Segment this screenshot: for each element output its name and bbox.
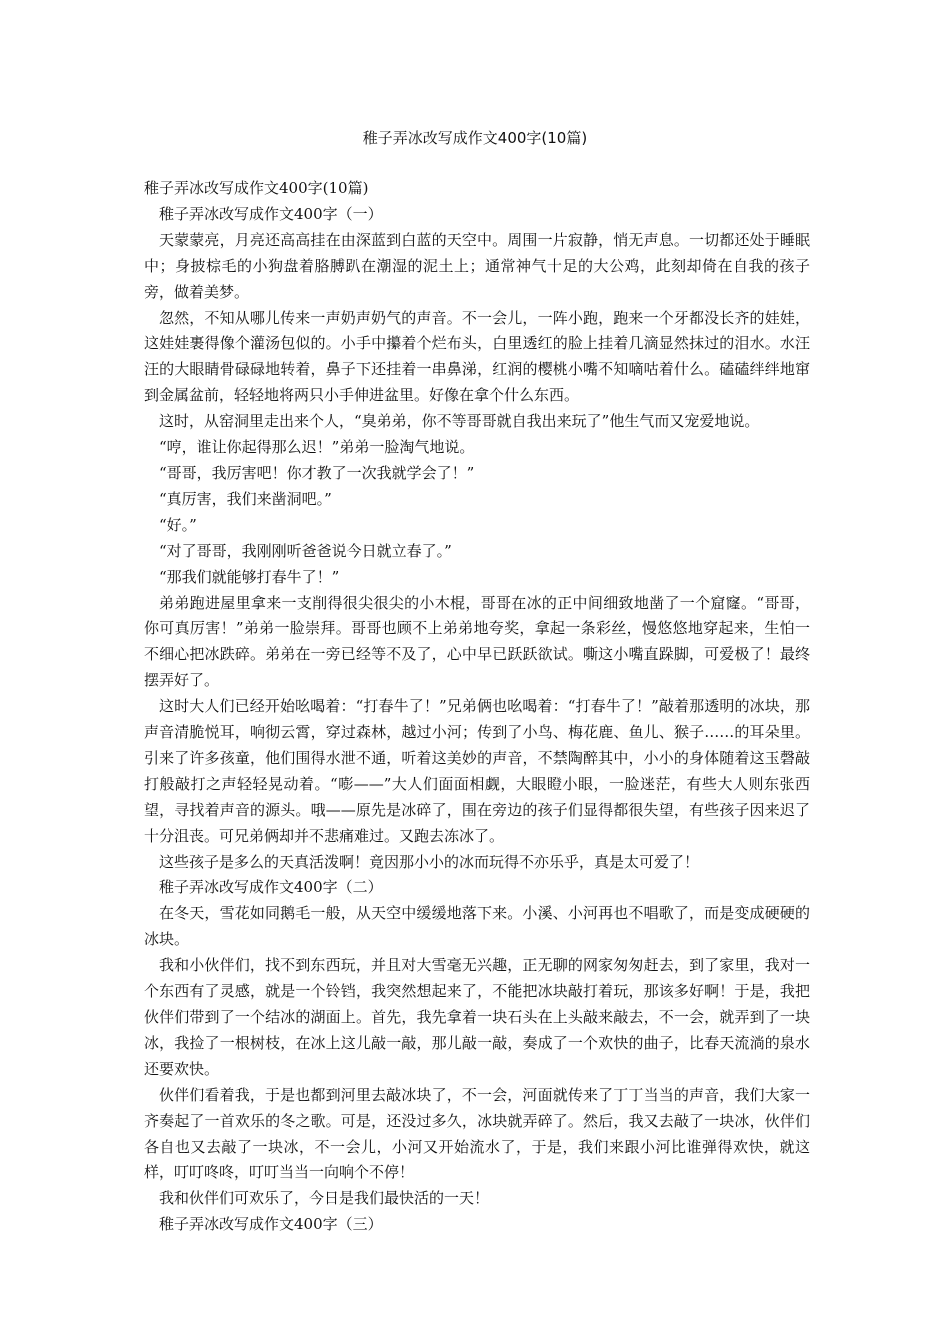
paragraph: “哥哥，我厉害吧！你才教了一次我就学会了！” xyxy=(159,463,475,482)
paragraph: 稚子弄冰改写成作文400字（三） xyxy=(159,1215,383,1234)
paragraph: 忽然，不知从哪儿传来一声奶声奶气的声音。不一会儿，一阵小跑，跑来一个牙都没长齐的娃娃，这娃娃裹得像个灌汤包似的。小手中攥着个烂布头，白里透红的脸上挂着几滴显然抹过的泪水。水汪汪的大眼睛骨碌碌地转着，鼻子下还挂着一串鼻涕，红润的樱桃小嘴不知嘀咕着什么。磕磕绊绊地窜到金属盆前，轻轻地将两只小手伸进盆里。好像在拿个什么东西。 xyxy=(144,308,810,405)
paragraph: 我和伙伴们可欢乐了，今日是我们最快活的一天！ xyxy=(159,1189,490,1208)
paragraph: “哼，谁让你起得那么迟！”弟弟一脸淘气地说。 xyxy=(159,438,475,457)
paragraph: 稚子弄冰改写成作文400字（一） xyxy=(159,204,383,223)
paragraph: “好。” xyxy=(159,515,197,534)
paragraph: 这时大人们已经开始吆喝着：“打春牛了！”兄弟俩也吆喝着：“打春牛了！”敲着那透明的冰块，那声音清脆悦耳，响彻云霄，穿过森林，越过小河；传到了小鸟、梅花鹿、鱼儿、猴子……的耳朵里。引来了许多孩童，他们围得水泄不通，听着这美妙的声音，不禁陶醉其中，小小的身体随着这玉磬敲打般敲打之声轻轻晃动着。“嘭——”大人们面面相觑，大眼瞪小眼，一脸迷茫，有些大人则东张西望，寻找着声音的源头。哦——原先是冰碎了，围在旁边的孩子们显得都很失望，有些孩子因来迟了十分沮丧。可兄弟俩却并不悲痛难过。又跑去冻冰了。 xyxy=(144,697,810,845)
document-title: 稚子弄冰改写成作文400字(10篇) xyxy=(362,129,588,147)
paragraph: 伙伴们看着我，于是也都到河里去敲冰块了，不一会，河面就传来了丁丁当当的声音，我们大家一齐奏起了一首欢乐的冬之歌。可是，还没过多久，冰块就弄碎了。然后，我又去敲了一块冰，伙伴们各自也又去敲了一块冰，不一会儿，小河又开始流水了，于是，我们来跟小河比谁弹得欢快，就这样，叮叮咚咚，叮叮当当一向响个不停！ xyxy=(144,1085,810,1182)
document-heading-line: 稚子弄冰改写成作文400字(10篇) xyxy=(144,179,369,197)
paragraph: 稚子弄冰改写成作文400字（二） xyxy=(159,878,383,897)
paragraph: 这些孩子是多么的天真活泼啊！竟因那小小的冰而玩得不亦乐乎，真是太可爱了！ xyxy=(159,852,700,871)
paragraph: “真厉害，我们来凿洞吧。” xyxy=(159,489,332,508)
paragraph: 天蒙蒙亮，月亮还高高挂在由深蓝到白蓝的天空中。周围一片寂静，悄无声息。一切都还处于睡眠中；身披棕毛的小狗盘着胳膊趴在潮湿的泥土上；通常神气十足的大公鸡，此刻却倚在自我的孩子旁，做着美梦。 xyxy=(144,230,810,301)
paragraph: 这时，从窑洞里走出来个人，“臭弟弟，你不等哥哥就自我出来玩了”他生气而又宠爱地说。 xyxy=(159,412,760,431)
paragraph: 在冬天，雪花如同鹅毛一般，从天空中缓缓地落下来。小溪、小河再也不唱歌了，而是变成硬硬的冰块。 xyxy=(144,904,810,949)
paragraph: 弟弟跑进屋里拿来一支削得很尖很尖的小木棍，哥哥在冰的正中间细致地凿了一个窟窿。“哥哥，你可真厉害！”弟弟一脸崇拜。哥哥也顾不上弟弟地夸奖，拿起一条彩丝，慢悠悠地穿起来，生怕一不细心把冰跌碎。弟弟在一旁已经等不及了，心中早已跃跃欲试。嘶这小嘴直跺脚，可爱极了！最终摆弄好了。 xyxy=(144,593,810,690)
paragraph: “对了哥哥，我刚刚听爸爸说今日就立春了。” xyxy=(159,541,452,560)
paragraph: 我和小伙伴们，找不到东西玩，并且对大雪毫无兴趣，正无聊的网家匆匆赶去，到了家里，我对一个东西有了灵感，就是一个铃铛，我突然想起来了，不能把冰块敲打着玩，那该多好啊！于是，我把伙伴们带到了一个结冰的湖面上。首先，我先拿着一块石头在上头敲来敲去，不一会，就弄到了一块冰，我捡了一根树枝，在冰上这儿敲一敲，那儿敲一敲，奏成了一个欢快的曲子，比春天流淌的泉水还要欢快。 xyxy=(144,956,810,1078)
paragraph: “那我们就能够打春牛了！” xyxy=(159,567,340,586)
document-body xyxy=(144,176,810,1238)
